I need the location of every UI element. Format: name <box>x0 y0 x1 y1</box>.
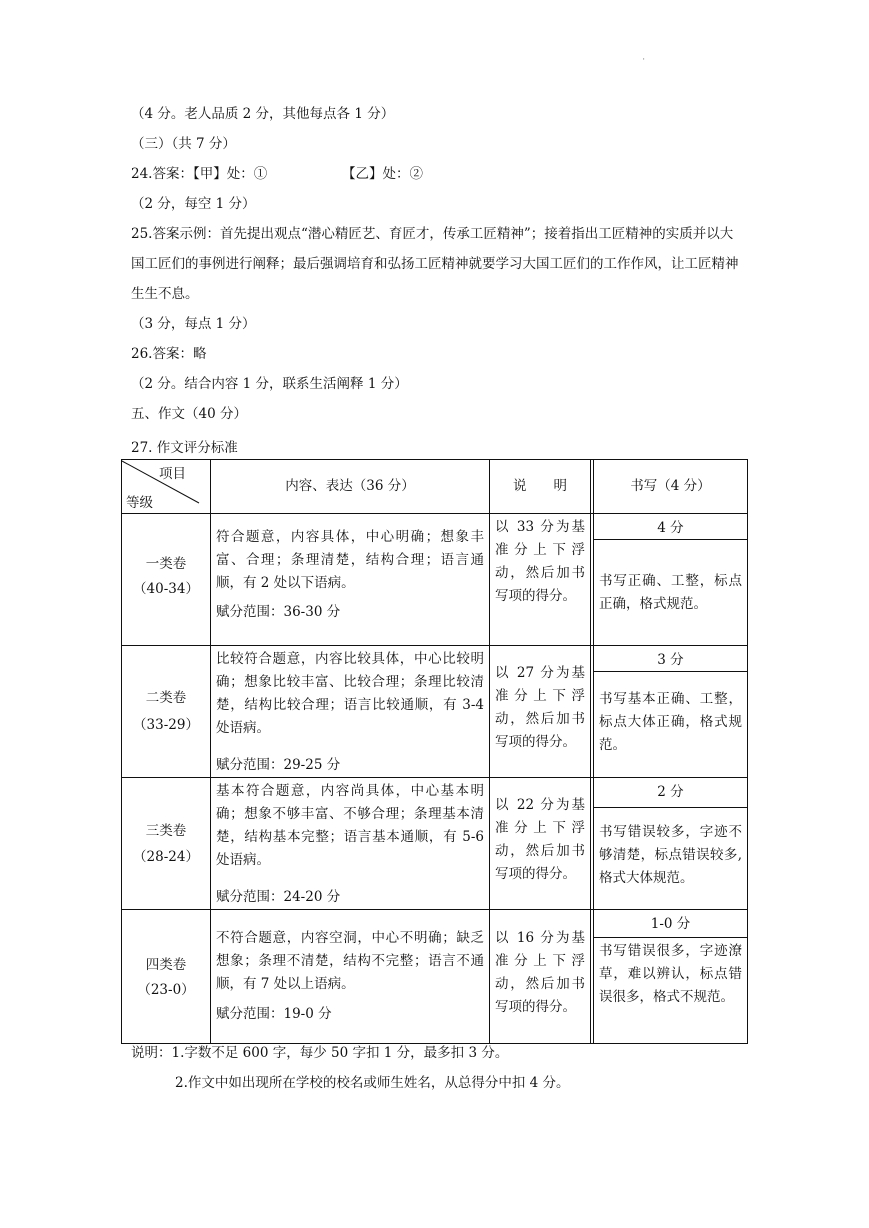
grade-range: （40-34） <box>133 581 199 597</box>
header-item: 项目 <box>159 466 186 482</box>
q24-answer-jia: 24.答案：【甲】处：① <box>131 166 268 182</box>
writing-score: 2 分 <box>657 784 684 800</box>
baseline-note: 以 16 分为基准分上下浮动，然后加书写项的得分。 <box>495 930 585 1015</box>
section-five-heading: 五、作文（40 分） <box>131 406 247 422</box>
grade-name: 一类卷 <box>145 556 187 572</box>
q24-answer-yi: 【乙】处：② <box>342 166 423 182</box>
q23-score-note: （4 分。老人品质 2 分，其他每点各 1 分） <box>131 106 395 122</box>
baseline-note: 以 33 分为基准分上下浮动，然后加书写项的得分。 <box>495 519 585 604</box>
baseline-note: 以 22 分为基准分上下浮动，然后加书写项的得分。 <box>495 797 585 882</box>
essay-note-2: 2.作文中如出现所在学校的校名或师生姓名，从总得分中扣 4 分。 <box>175 1075 570 1091</box>
writing-criteria: 书写错误较多，字迹不够清楚，标点错误较多,格式大体规范。 <box>599 824 742 886</box>
content-criteria: 不符合题意，内容空洞，中心不明确；缺乏想象；条理不清楚，结构不完整；语言不通顺，有 7 处以上语病。 <box>216 930 484 992</box>
baseline-note: 以 27 分为基准分上下浮动，然后加书写项的得分。 <box>495 665 585 750</box>
content-criteria: 比较符合题意，内容比较具体，中心比较明确；想象比较丰富、比较合理；条理比较清楚，结构比较合理；语言比较通顺，有 3-4 处语病。 <box>216 651 484 736</box>
q26-answer: 26.答案：略 <box>131 346 207 362</box>
grade-name: 二类卷 <box>145 690 187 706</box>
writing-score: 4 分 <box>657 520 684 536</box>
grade-name: 四类卷 <box>145 957 187 973</box>
essay-scoring-table <box>121 459 748 1044</box>
grade-range: （28-24） <box>133 849 199 865</box>
content-criteria: 基本符合题意，内容尚具体，中心基本明确；想象不够丰富、不够合理；条理基本清楚，结构基本完整；语言基本通顺，有 5-6 处语病。 <box>216 783 484 868</box>
score-range: 赋分范围：36-30 分 <box>216 604 341 620</box>
grade-name: 三类卷 <box>145 823 187 839</box>
q27-heading: 27. 作文评分标准 <box>131 440 238 456</box>
header-writing: 书写（4 分） <box>630 478 711 494</box>
page-mark: ' <box>643 58 645 65</box>
section-three-heading: （三）（共 7 分） <box>131 136 236 152</box>
writing-score: 3 分 <box>657 652 684 668</box>
content-criteria: 符合题意，内容具体，中心明确；想象丰富、合理；条理清楚，结构合理；语言通顺，有 2 处以下语病。 <box>216 529 484 591</box>
grade-range: （23-0） <box>137 982 195 998</box>
header-grade: 等级 <box>126 495 153 511</box>
q24-score-note: （2 分，每空 1 分） <box>131 196 256 212</box>
q26-score-note: （2 分。结合内容 1 分，联系生活阐释 1 分） <box>131 376 408 392</box>
q25-answer: 25.答案示例：首先提出观点“潜心精匠艺、育匠才，传承工匠精神”；接着指出工匠精神的实质并以大国工匠们的事例进行阐释；最后强调培育和弘扬工匠精神就要学习大国工匠们的工作作风，让工匠精神生生不息。 <box>131 226 739 302</box>
writing-criteria: 书写基本正确、工整，标点大体正确，格式规范。 <box>599 691 742 753</box>
score-range: 赋分范围：24-20 分 <box>216 889 341 905</box>
writing-criteria: 书写错误很多，字迹潦草，难以辨认，标点错误很多，格式不规范。 <box>599 943 742 1005</box>
header-content: 内容、表达（36 分） <box>285 478 415 494</box>
score-range: 赋分范围：29-25 分 <box>216 757 341 773</box>
writing-score: 1-0 分 <box>650 916 691 932</box>
essay-note-1: 说明：1.字数不足 600 字，每少 50 字扣 1 分，最多扣 3 分。 <box>131 1045 509 1061</box>
q25-score-note: （3 分，每点 1 分） <box>131 316 256 332</box>
header-note: 说 明 <box>513 478 567 494</box>
writing-criteria: 书写正确、工整，标点正确，格式规范。 <box>599 573 742 612</box>
grade-range: （33-29） <box>133 717 199 733</box>
score-range: 赋分范围：19-0 分 <box>216 1006 332 1022</box>
